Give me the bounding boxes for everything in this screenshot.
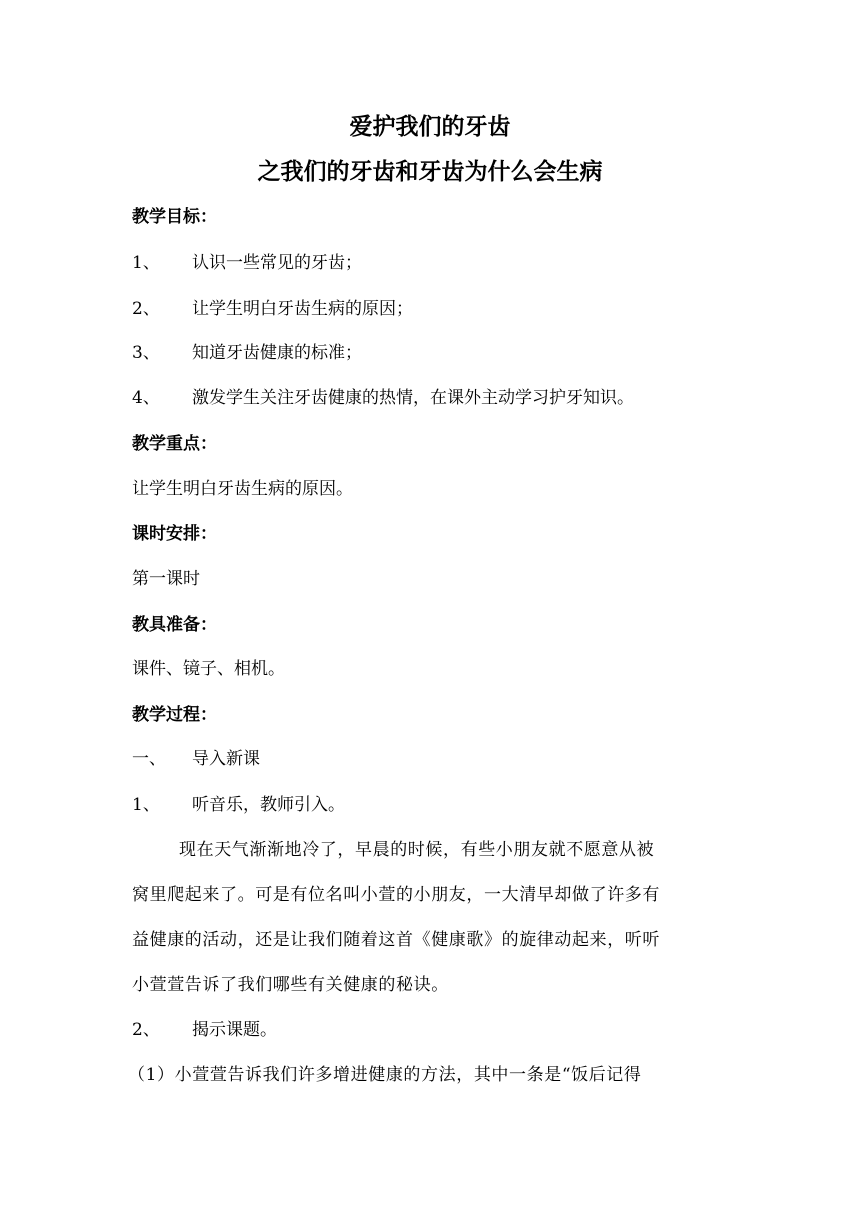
objectives-heading: 教学目标： [132, 207, 217, 227]
step-text: 听音乐，教师引入。 [192, 795, 345, 815]
objective-text: 知道牙齿健康的标准； [192, 343, 362, 363]
paragraph-line: 现在天气渐渐地冷了，早晨的时候，有些小朋友就不愿意从被 [179, 840, 655, 860]
document-subtitle: 之我们的牙齿和牙齿为什么会生病 [257, 159, 603, 185]
paragraph-line: 益健康的活动，还是让我们随着这首《健康歌》的旋律动起来，听听 [132, 930, 660, 950]
objective-item [132, 250, 732, 276]
paragraph-line: 小萱萱告诉了我们哪些有关健康的秘诀。 [132, 975, 449, 995]
key-point-text: 让学生明白牙齿生病的原因。 [132, 479, 353, 499]
step-number: 1、 [132, 795, 160, 815]
document-title: 爱护我们的牙齿 [349, 114, 511, 140]
process-step [132, 792, 732, 818]
key-point-heading: 教学重点： [132, 434, 217, 454]
objective-item [132, 385, 732, 411]
objective-item [132, 340, 732, 366]
objective-number: 2、 [132, 299, 160, 319]
objective-text: 让学生明白牙齿生病的原因； [192, 299, 413, 319]
schedule-heading: 课时安排： [132, 524, 217, 544]
materials-text: 课件、镜子、相机。 [132, 659, 285, 679]
step-text: 揭示课题。 [192, 1020, 277, 1040]
schedule-text: 第一课时 [132, 569, 200, 589]
paragraph-line: 窝里爬起来了。可是有位名叫小萱的小朋友，一大清早却做了许多有 [132, 885, 660, 905]
materials-heading: 教具准备： [132, 615, 217, 635]
process-section-title [132, 746, 732, 772]
objective-number: 4、 [132, 388, 160, 408]
section-text: 导入新课 [192, 749, 260, 769]
process-step [132, 1017, 732, 1043]
objective-text: 激发学生关注牙齿健康的热情，在课外主动学习护牙知识。 [192, 388, 634, 408]
objective-number: 1、 [132, 253, 160, 273]
process-heading: 教学过程： [132, 705, 217, 725]
objective-item [132, 296, 732, 322]
step-number: 2、 [132, 1020, 160, 1040]
objective-text: 认识一些常见的牙齿； [192, 253, 362, 273]
sub-item-line: （1）小萱萱告诉我们许多增进健康的方法，其中一条是“饭后记得 [128, 1065, 642, 1085]
section-number: 一、 [132, 749, 166, 769]
objective-number: 3、 [132, 343, 160, 363]
